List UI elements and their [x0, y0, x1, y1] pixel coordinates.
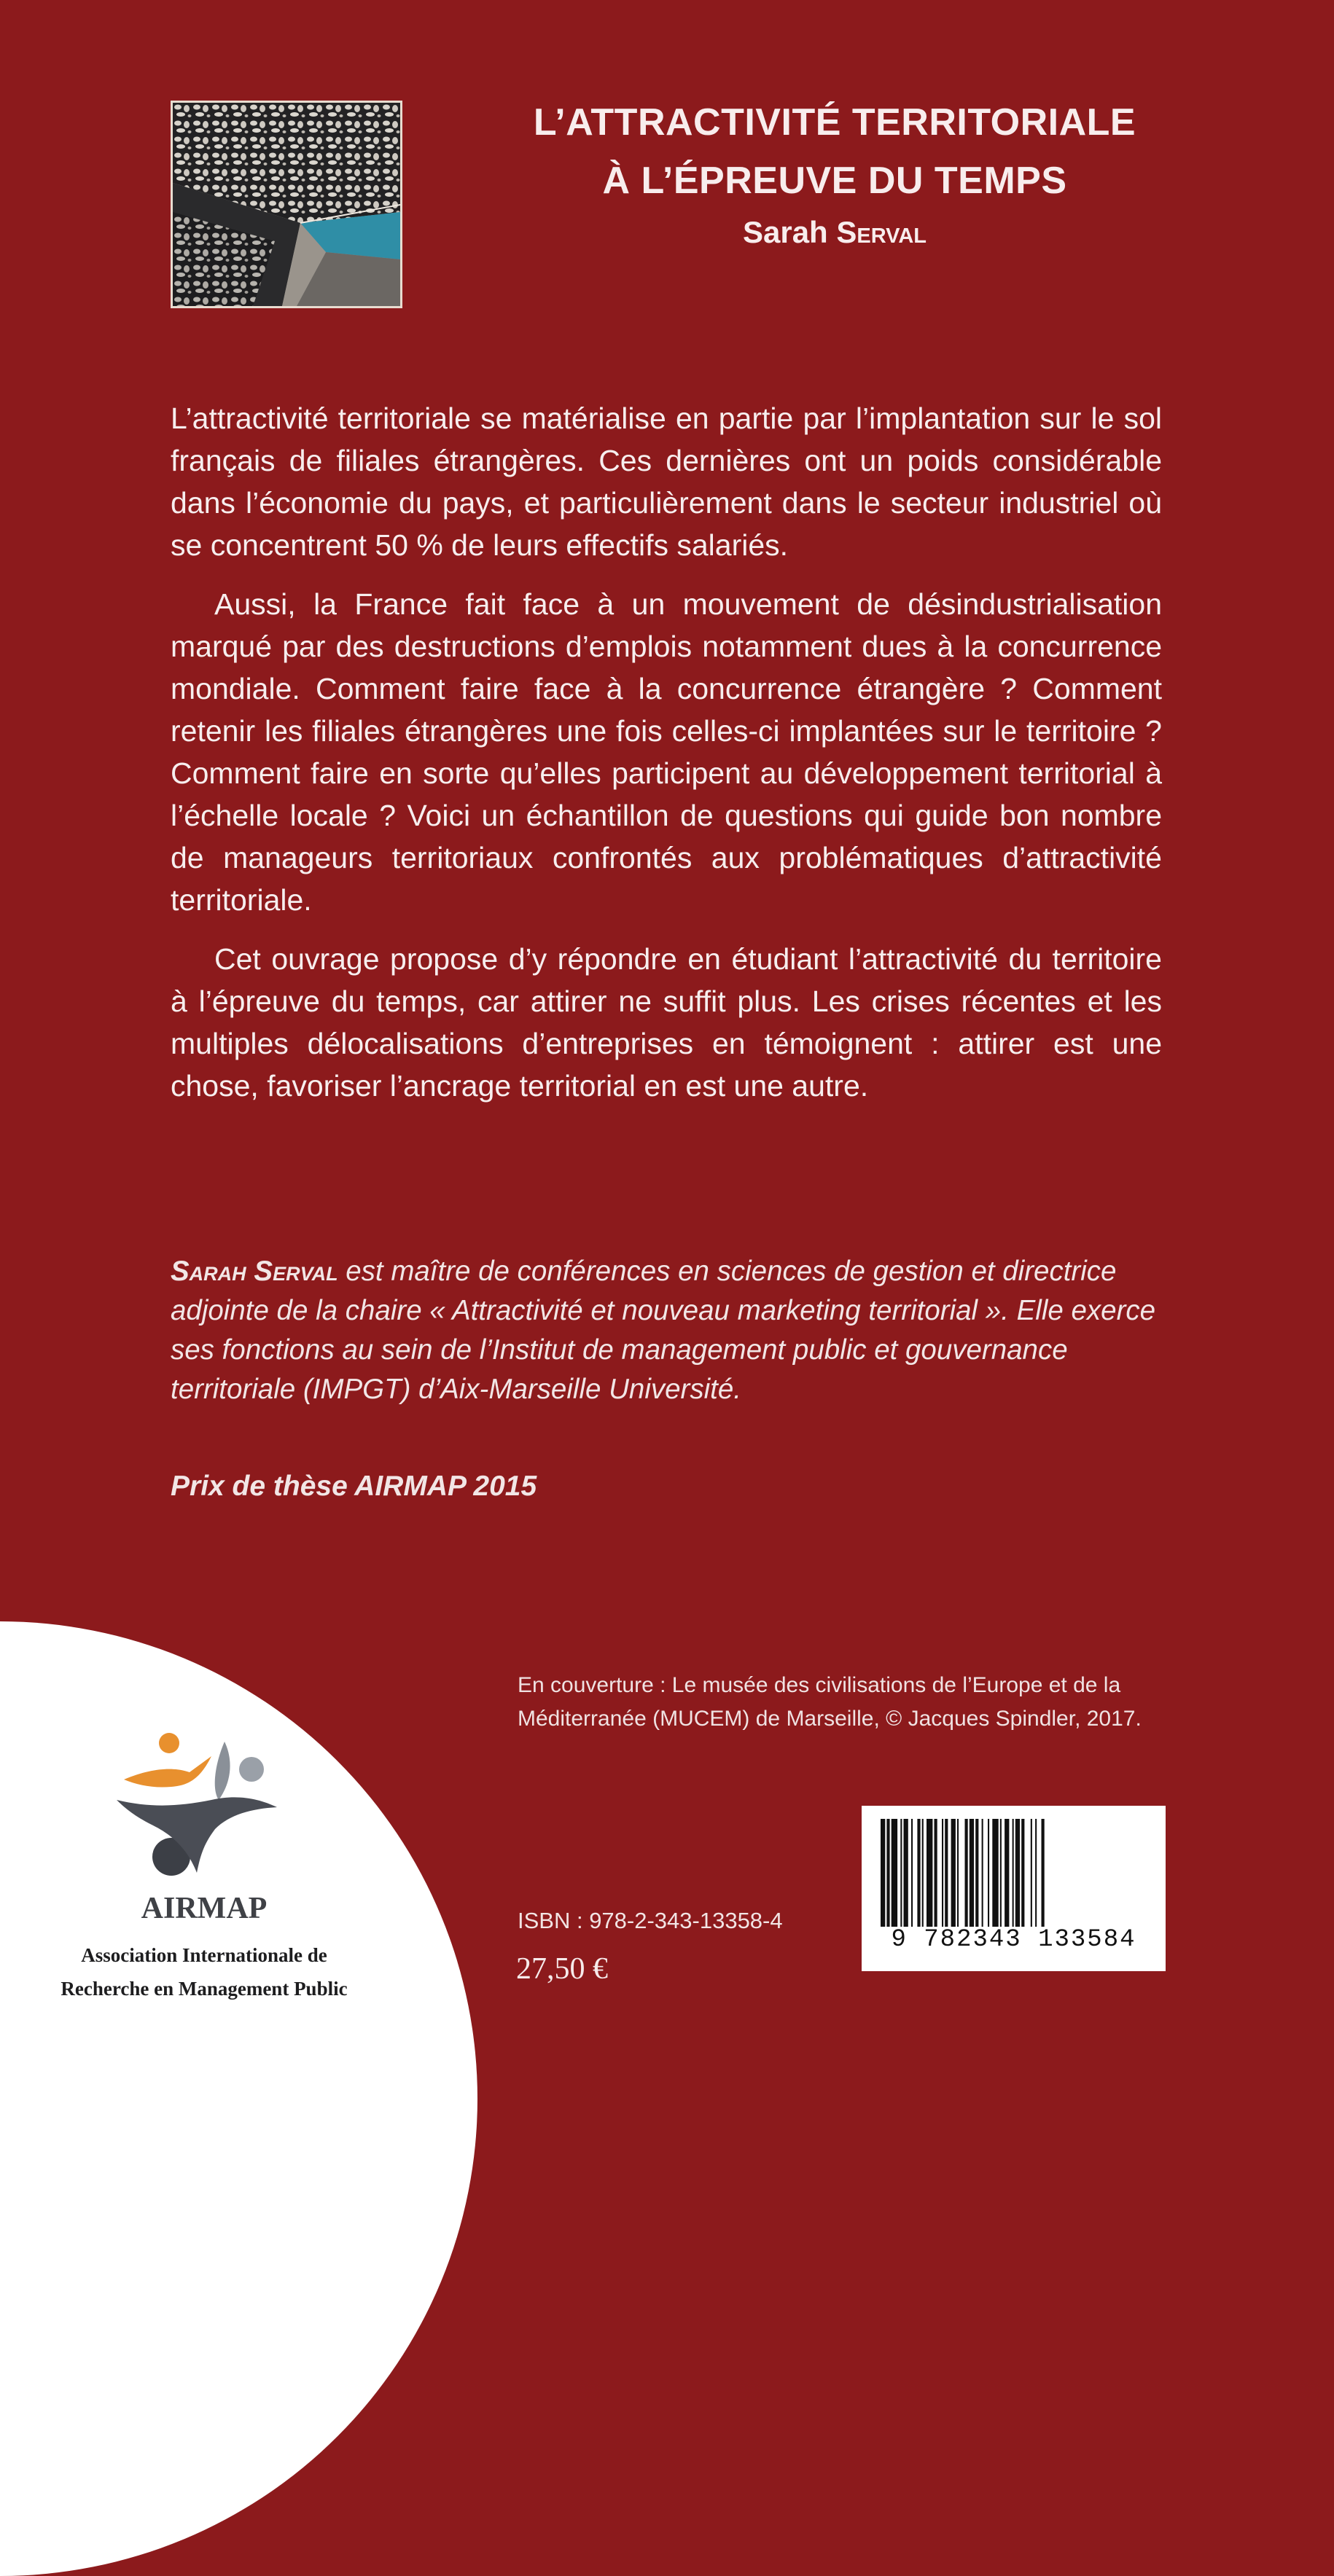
prize-note: Prix de thèse AIRMAP 2015: [171, 1471, 537, 1502]
book-title: [452, 93, 1217, 210]
price: 27,50 €: [516, 1952, 608, 1986]
bio-name-first: Sarah: [171, 1256, 246, 1287]
barcode-bar: [927, 1819, 932, 1927]
barcode-bar: [917, 1819, 920, 1927]
barcode-bar: [900, 1819, 902, 1927]
barcode-bar: [1035, 1819, 1037, 1927]
barcode-bar: [1013, 1819, 1014, 1927]
barcode-bar: [911, 1819, 913, 1927]
barcode-bar: [881, 1819, 885, 1927]
author-bio: [171, 1252, 1162, 1409]
author-first-name: Sarah: [742, 215, 828, 249]
bio-text: est maître de conférences en sciences de gestion et directrice adjointe de la chaire « Attractivité et nouveau marketing territorial ». Elle exerce ses fonctions au sein de l’Institut de management public et gouvernance territoriale (IMPGT) d’Aix-Marseille Université.: [171, 1256, 1156, 1405]
cover-credit: [518, 1669, 1174, 1736]
blurb: [171, 397, 1162, 1124]
cover-photo: [171, 101, 402, 308]
airmap-logo-icon: [102, 1727, 292, 1880]
barcode-bars: [881, 1819, 1147, 1927]
barcode-bar: [886, 1819, 889, 1927]
barcode-bar: [1031, 1819, 1032, 1927]
barcode-bar: [975, 1819, 978, 1927]
book-title-line-2: À L’ÉPREUVE DU TEMPS: [602, 160, 1067, 202]
barcode-bar: [1021, 1819, 1024, 1927]
barcode-bar: [982, 1819, 983, 1927]
cover-credit-line-2: Méditerranée (MUCEM) de Marseille, © Jacques Spindler, 2017.: [518, 1707, 1142, 1731]
author-last-name: Serval: [836, 215, 927, 249]
barcode-bar: [892, 1819, 897, 1927]
blurb-paragraph-1: L’attractivité territoriale se matérialise en partie par l’implantation sur le sol français de filiales étrangères. Ces dernières ont un poids considérable dans l’économie du pays, et particulièrement dans le secteur industriel où se concentrent 50 % de leurs effectifs salariés.: [171, 402, 1162, 562]
barcode-bar: [970, 1819, 974, 1927]
barcode-bar: [1042, 1819, 1045, 1927]
cover-credit-line-1: En couverture : Le musée des civilisations de l’Europe et de la: [518, 1673, 1121, 1697]
barcode-bar: [945, 1819, 948, 1927]
barcode-bar: [935, 1819, 937, 1927]
mucem-walkway-image: [173, 103, 400, 306]
barcode-bar: [904, 1819, 908, 1927]
barcode-bar: [951, 1819, 956, 1927]
isbn: ISBN : 978-2-343-13358-4: [518, 1908, 783, 1933]
book-title-line-1: L’ATTRACTIVITÉ TERRITORIALE: [533, 101, 1136, 144]
author-name: [452, 215, 1217, 250]
barcode-bar: [1015, 1819, 1020, 1927]
barcode-bar: [942, 1819, 943, 1927]
blurb-paragraph-3: Cet ouvrage propose d’y répondre en étudiant l’attractivité du territoire à l’épreuve du temps, car attirer ne suffit plus. Les crises récentes et les multiples délocalisations d’entreprises en témoignent : attirer est une chose, favoriser l’ancrage territorial en est une autre.: [171, 942, 1162, 1103]
barcode-digits: 9 782343 133584: [891, 1926, 1136, 1954]
barcode-bar: [1000, 1819, 1002, 1927]
publisher-logo-subtitle-line-2: Recherche en Management Public: [61, 1978, 348, 2000]
barcode-bar: [965, 1819, 968, 1927]
publisher-logo-subtitle-line-1: Association Internationale de: [81, 1944, 327, 1966]
barcode: [862, 1806, 1166, 1971]
barcode-bar: [922, 1819, 924, 1927]
publisher-logo-subtitle: [0, 1938, 408, 2005]
barcode-bar: [992, 1819, 998, 1927]
blurb-paragraph-2: Aussi, la France fait face à un mouvement de désindustrialisation marqué par des destructions d’emplois notamment dues à la concurrence mondiale. Comment faire face à la concurrence étrangère ? Comment retenir les filiales étrangères une fois celles-ci implantées sur le territoire ? Comment faire en sorte qu’elles participent au développement territorial à l’échelle locale ? Voici un échantillon de questions qui guide bon nombre de manageurs territoriaux confrontés aux problématiques d’attractivité territoriale.: [171, 587, 1162, 917]
barcode-bar: [957, 1819, 959, 1927]
barcode-bar: [1005, 1819, 1009, 1927]
barcode-bar: [988, 1819, 989, 1927]
bio-name-last: Serval: [254, 1256, 338, 1287]
publisher-logo-name: AIRMAP: [141, 1892, 268, 1925]
